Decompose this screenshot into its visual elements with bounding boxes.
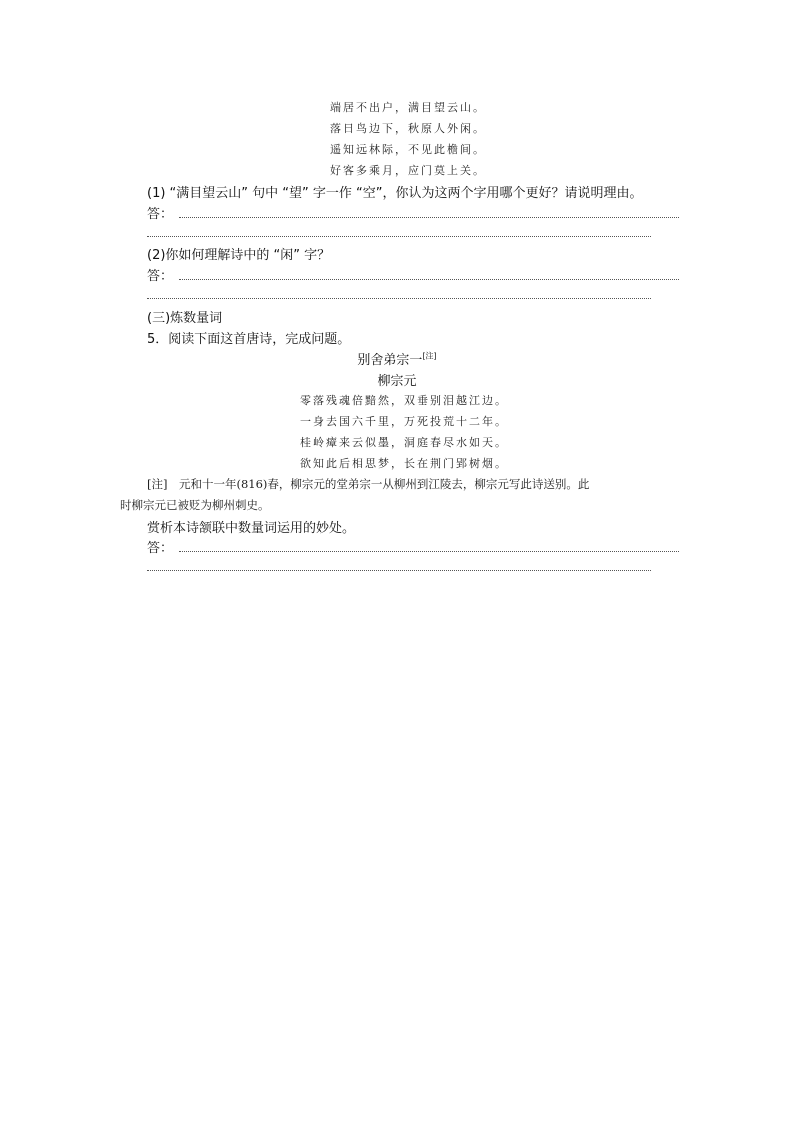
poem1-line-2: 落日鸟边下，秋原人外闲。 xyxy=(330,122,486,135)
answer-5-line-1[interactable] xyxy=(179,550,679,552)
section-3-title: (三)炼数量词 xyxy=(147,311,223,326)
poem2-note-line-1: [注] 元和十一年(816)春，柳宗元的堂弟宗一从柳州到江陵去，柳宗元写此诗送别。此 xyxy=(147,477,590,491)
poem1-line-4: 好客多乘月，应门莫上关。 xyxy=(330,164,486,177)
answer-1-label: 答： xyxy=(147,207,174,222)
poem2-title-text: 别舍弟宗一 xyxy=(357,353,423,368)
poem2-author: 柳宗元 xyxy=(377,374,417,389)
answer-2-row[interactable] xyxy=(147,265,679,284)
answer-1-line-2[interactable] xyxy=(147,235,651,237)
poem2-note-line-2: 时柳宗元已被贬为柳州刺史。 xyxy=(120,498,270,512)
question-2-text: (2)你如何理解诗中的 “闲” 字？ xyxy=(147,248,331,263)
question-1-text: (1) “满目望云山” 句中 “望” 字一作 “空”，你认为这两个字用哪个更好？请说明理由。 xyxy=(147,186,643,201)
poem2-line-4: 欲知此后相思梦，长在荆门郢树烟。 xyxy=(300,457,508,470)
answer-5-row[interactable] xyxy=(147,537,679,556)
answer-2-line-2[interactable] xyxy=(147,297,651,299)
poem2-line-2: 一身去国六千里，万死投荒十二年。 xyxy=(300,415,508,428)
answer-5-label: 答： xyxy=(147,541,174,556)
answer-2-label: 答： xyxy=(147,269,174,284)
poem1-line-1: 端居不出户，满目望云山。 xyxy=(330,101,486,114)
answer-1-line-1[interactable] xyxy=(179,216,679,218)
answer-1-row[interactable] xyxy=(147,203,679,222)
poem2-line-1: 零落残魂倍黯然，双垂别泪越江边。 xyxy=(300,394,508,407)
answer-2-line-1[interactable] xyxy=(179,278,679,280)
question-5-prompt: 赏析本诗颔联中数量词运用的妙处。 xyxy=(147,521,356,536)
poem2-line-3: 桂岭瘴来云似墨，洞庭春尽水如天。 xyxy=(300,436,508,449)
answer-5-line-2[interactable] xyxy=(147,569,651,571)
poem2-title-note: [注] xyxy=(422,351,437,361)
poem1-line-3: 遥知远林际，不见此檐间。 xyxy=(330,143,486,156)
poem2-title xyxy=(0,349,794,368)
question-5-text: 5．阅读下面这首唐诗，完成问题。 xyxy=(147,332,351,347)
